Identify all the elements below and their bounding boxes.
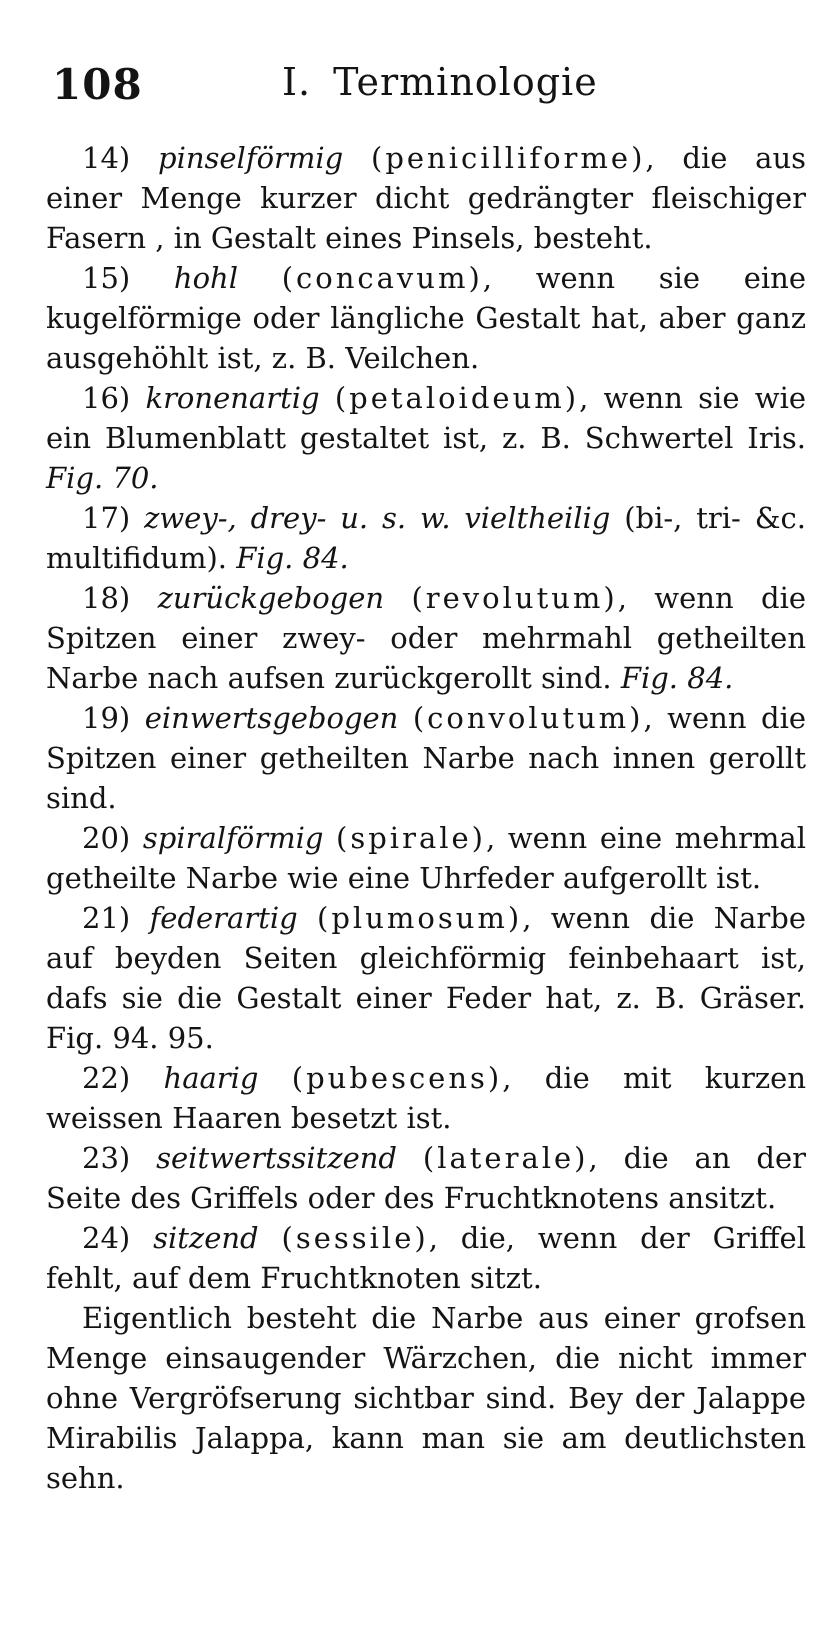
- page-number: 108: [52, 60, 143, 109]
- definition-item: [46, 578, 806, 698]
- item-number: 23): [82, 1141, 131, 1175]
- item-number: 15): [82, 261, 131, 295]
- item-latin: (convolutum): [412, 701, 644, 735]
- definition-list: [46, 138, 806, 1298]
- item-term: spiralförmig: [142, 821, 324, 855]
- item-number: 14): [82, 141, 131, 175]
- item-number: 22): [82, 1061, 131, 1095]
- item-term: federartig: [149, 901, 298, 935]
- item-latin: (penicilliforme): [371, 141, 646, 175]
- running-head: [282, 60, 598, 104]
- item-term: pinselförmig: [158, 141, 344, 175]
- item-text: , wenn die Spitzen einer getheilten Narbe nach innen gerollt sind.: [46, 701, 807, 815]
- item-latin: (plumosum): [317, 901, 523, 935]
- item-text: , wenn sie wie ein Blumenblatt gestaltet ist, z. B. Schwertel Iris.: [46, 381, 807, 455]
- figure-reference: Fig. 70.: [46, 461, 159, 495]
- item-latin: (bi-, tri- &c. multifidum).: [46, 501, 806, 575]
- item-latin: (concavum): [281, 261, 483, 295]
- figure-reference: Fig. 84.: [236, 541, 349, 575]
- item-term: einwertsgebogen: [144, 701, 399, 735]
- item-latin: (revolutum): [411, 581, 618, 615]
- item-latin: (petaloideum): [334, 381, 580, 415]
- definition-item: [46, 1138, 806, 1218]
- page-header: [46, 58, 806, 138]
- figure-reference: Fig. 94. 95.: [46, 1021, 214, 1055]
- item-text: , wenn die Narbe auf beyden Seiten gleichförmig feinbehaart ist, dafs sie die Gestalt einer Feder hat, z. B. Gräser.: [46, 901, 807, 1015]
- item-latin: (pubescens): [291, 1061, 503, 1095]
- item-term: sitzend: [153, 1221, 259, 1255]
- chapter-title: Terminologie: [333, 60, 598, 104]
- chapter-number: I.: [282, 60, 312, 104]
- item-number: 18): [82, 581, 131, 615]
- definition-item: [46, 898, 806, 1058]
- item-number: 21): [82, 901, 131, 935]
- item-text: , die mit kurzen weissen Haaren besetzt ist.: [46, 1061, 806, 1135]
- item-term: seitwertssitzend: [156, 1141, 397, 1175]
- definition-item: [46, 818, 806, 898]
- definition-item: [46, 698, 806, 818]
- item-latin: (spirale): [336, 821, 486, 855]
- item-term: zwey-, drey- u. s. w. vieltheilig: [144, 501, 611, 535]
- item-term: kronenartig: [145, 381, 320, 415]
- definition-item: [46, 378, 806, 498]
- definition-item: [46, 138, 806, 258]
- item-text: , die an der Seite des Griffels oder des Fruchtknotens ansitzt.: [46, 1141, 806, 1215]
- item-number: 24): [82, 1221, 131, 1255]
- closing-paragraph: Eigentlich besteht die Narbe aus einer grofsen Menge einsaugender Wärzchen, die nicht immer ohne Vergröfserung sichtbar sind. Bey der Jalappe Mirabilis Jalappa, kann man sie am deutlichsten sehn.: [46, 1301, 806, 1495]
- item-text: , wenn sie eine kugelförmige oder längliche Gestalt hat, aber ganz ausgehöhlt ist, z. B. Veilchen.: [46, 261, 807, 375]
- item-number: 20): [82, 821, 131, 855]
- definition-item: [46, 498, 806, 578]
- item-number: 17): [82, 501, 131, 535]
- definition-item: [46, 1058, 806, 1138]
- item-latin: (sessile): [281, 1221, 429, 1255]
- item-term: hohl: [173, 261, 238, 295]
- book-page: [46, 58, 806, 1498]
- item-term: haarig: [163, 1061, 259, 1095]
- item-term: zurückgebogen: [157, 581, 385, 615]
- item-text: , wenn eine mehrmal getheilte Narbe wie eine Uhrfeder aufgerollt ist.: [46, 821, 807, 895]
- definition-item: [46, 258, 806, 378]
- item-text: , die aus einer Menge kurzer dicht gedrängter fleischiger Fasern , in Gestalt eines Pinsels, besteht.: [46, 141, 807, 255]
- item-number: 16): [82, 381, 131, 415]
- definition-item: [46, 1218, 806, 1298]
- item-latin: (laterale): [422, 1141, 589, 1175]
- item-number: 19): [82, 701, 131, 735]
- item-text: , die, wenn der Griffel fehlt, auf dem Fruchtknoten sitzt.: [46, 1221, 806, 1295]
- item-text: , wenn die Spitzen einer zwey- oder mehrmahl getheilten Narbe nach aufsen zurückgerollt sind.: [46, 581, 807, 695]
- figure-reference: Fig. 84.: [620, 661, 734, 695]
